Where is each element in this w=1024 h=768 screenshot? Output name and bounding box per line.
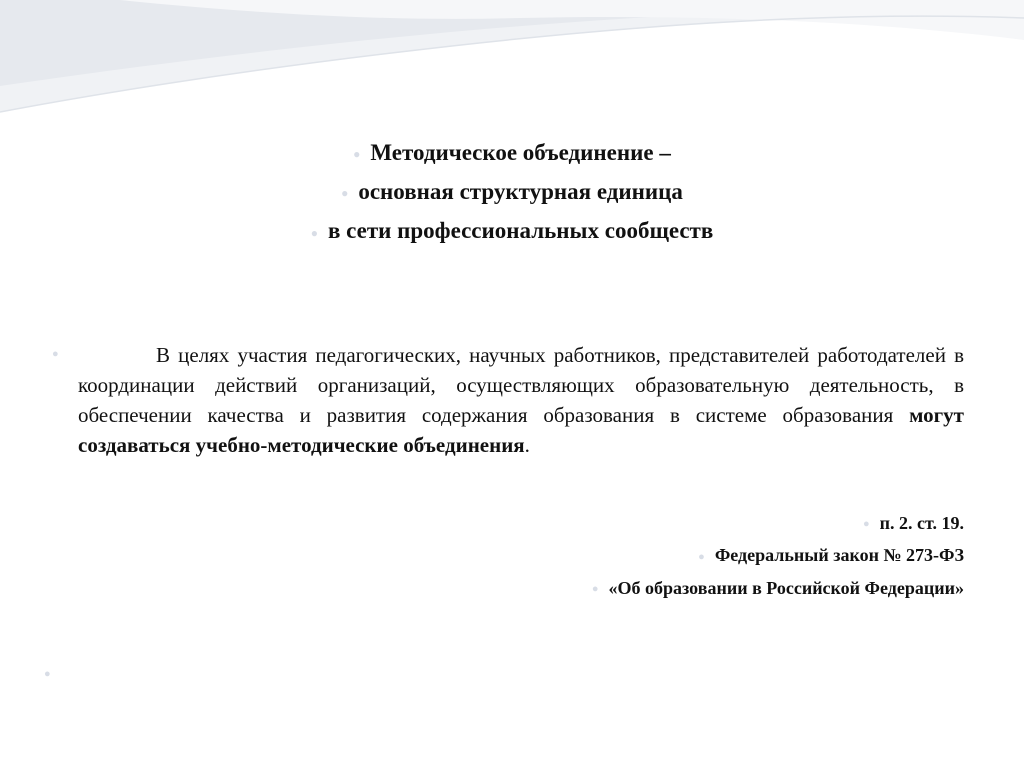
round-bullet-icon: ● [44,668,51,680]
round-bullet-icon: ● [698,550,705,563]
round-bullet-icon: ● [341,186,349,201]
round-bullet-icon: ● [353,147,361,162]
title-line-1: ● Методическое объединение – [200,134,824,173]
round-bullet-icon: ● [52,348,59,360]
reference-line-1: ● п. 2. ст. 19. [862,513,964,533]
body-text-regular: В целях участия педагогических, научных работников, представителей работодателей в координации действий организаций, осуществляющих образовательную деятельность, в обеспечении качества и развития содержания образования в системе образования [78,343,964,427]
law-reference [364,508,964,605]
body-text-bold: могут создаваться учебно-методические объединения [78,403,964,457]
round-bullet-icon: ● [310,225,318,240]
slide-title [200,134,824,252]
title-line-2: ● основная структурная единица [200,173,824,212]
round-bullet-icon: ● [591,583,599,596]
body-paragraph [78,340,964,460]
reference-line-2: ● Федеральный закон № 273-ФЗ [698,545,964,566]
round-bullet-icon: ● [862,518,870,531]
decorative-wave-background [0,0,1024,140]
body-text-end: . [524,433,530,457]
reference-line-3: ● «Об образовании в Российской Федерации» [591,577,964,598]
title-line-3: ● в сети профессиональных сообществ [200,212,824,251]
